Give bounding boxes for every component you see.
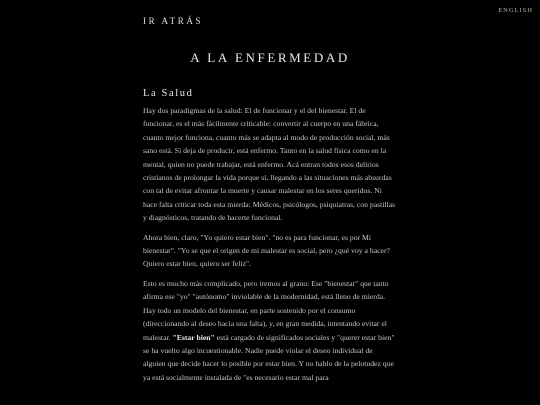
paragraph-2: Ahora bien, claro, "Yo quiero estar bien". "no es para funcionar, es por Mi bienestar". "Yo se que el origen de mi malestar es social, pero ¿qué voy a hacer? Quiero estar bien, quiero ser feliz". [143, 232, 390, 269]
page-title: A LA ENFERMEDAD [190, 50, 350, 65]
paragraph-3-emphasis: "Estar bien" [172, 332, 215, 342]
article-body [143, 88, 397, 390]
language-switch-link[interactable]: ENGLISH [498, 7, 533, 14]
paragraph-1: Hay dos paradigmas de la salud: El de funcionar y el del bienestar. El de funcionar, es el más fácilmente criticable: convertir al cuerpo en una fábrica, cuanto mejor funciona, cuanto más se adapta al modo de producción social, más sano está. Si deja de producir, está enfermo. Tanto en la salud física como en la mental, quien no puede trabajar, está enfermo. Acá entran todos esos delirios cristianos de prolongar la vida porque sí, llegando a las situaciones más absurdas con tal de evitar afrontar la muerte y causar malestar en los seres queridos. Ni hace falta criticar toda esta mierda: Médicos, psicólogos, psiquiatras, con pastillas y diagnósticos, tratando de hacerte funcional. [143, 106, 396, 223]
paragraph-3 [143, 277, 397, 384]
section-title: La Salud [143, 88, 194, 99]
paragraph-3-text-end: está cargado de significados sociales y "querer estar bien" se ha vuelto algo incuestionable. Nadie puede violar el deseo individual de alguien que decide hacer lo posible por estar bien. Y no hablo de la pelotudez que ya está socialmente instalada de "es necesario estar mal para [143, 332, 395, 382]
back-link[interactable]: IR ATRÁS [143, 16, 204, 26]
paragraph-3-text-start: Esto es mucho más complicado, pero iremos al grano: Ese "bienestar" que tanto afirma ese "yo" "autónomo" inviolable de la modernidad, está lleno de mierda. Hay todo un modelo del bienestar, en parte sostenido por el consumo (direccionando al deseo hacia una falta), y, en gran medida, intentando evitar el malestar. [143, 278, 389, 342]
